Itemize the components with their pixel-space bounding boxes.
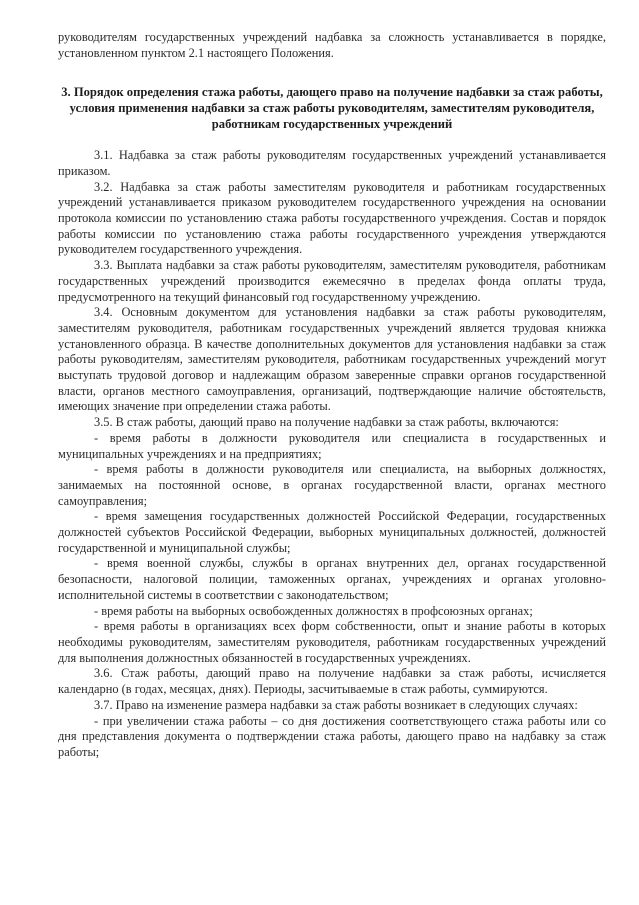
list-item: - время замещения государственных должностей Российской Федерации, государственных должностей субъектов Российской Федерации, выборных муниципальных должностей, должностей государственной и муниципальной службы; bbox=[58, 509, 606, 555]
list-item: - время работы в должности руководителя или специалиста, на выборных должностях, занимаемых на постоянной основе, в органах государственной власти, органах местного самоуправления; bbox=[58, 462, 606, 508]
paragraph-3-2: 3.2. Надбавка за стаж работы заместителям руководителя и работникам государственных учреждений устанавливается приказом руководителем государственного учреждения на основании протокола комиссии по установлению стажа работы государственного учреждения. Состав и порядок работы комиссии по установлению стажа работы государственного учреждения утверждаются руководителем государственного учреждения. bbox=[58, 179, 606, 257]
list-item: - время военной службы, службы в органах внутренних дел, органах государственной безопасности, налоговой полиции, таможенных органах, учреждениях и органах уголовно-исполнительной системы в соответствии с законодательством; bbox=[58, 556, 606, 602]
section-heading: 3. Порядок определения стажа работы, дающего право на получение надбавки за стаж работы, условия применения надбавки за стаж работы руководителям, заместителям руководителя, работникам государственных учреждений bbox=[61, 85, 603, 131]
paragraph-3-5: 3.5. В стаж работы, дающий право на получение надбавки за стаж работы, включаются: bbox=[94, 415, 559, 430]
list-item: - время работы на выборных освобожденных должностях в профсоюзных органах; bbox=[94, 603, 533, 618]
paragraph-3-1: 3.1. Надбавка за стаж работы руководителям государственных учреждений устанавливается приказом. bbox=[58, 148, 606, 178]
list-item: - время работы в должности руководителя или специалиста в государственных и муниципальных учреждениях и на предприятиях; bbox=[58, 430, 606, 461]
paragraph-3-3: 3.3. Выплата надбавки за стаж работы руководителям, заместителям руководителя, работникам государственных учреждений производится ежемесячно в пределах фонда оплаты труда, предусмотренного на текущий финансовый год государственному учреждению. bbox=[58, 258, 606, 304]
paragraph-3-6: 3.6. Стаж работы, дающий право на получение надбавки за стаж работы, исчисляется календарно (в годах, месяцах, днях). Периоды, засчитываемые в стаж работы, суммируются. bbox=[58, 666, 606, 697]
list-item: - при увеличении стажа работы – со дня достижения соответствующего стажа работы или со дня представления документа о подтверждении стажа работы, дающего право на надбавку за стаж работы; bbox=[58, 713, 606, 759]
paragraph-3-4: 3.4. Основным документом для установления надбавки за стаж работы руководителям, заместителям руководителя, работникам государственных учреждений является трудовая книжка установленного образца. В качестве дополнительных документов для установления надбавки за стаж работы руководителям, заместителям руководителя, работникам государственных учреждений могут выступать трудовой договор и надлежащим образом заверенные справки органов государственной власти, органов местного самоуправления, организаций, подтверждающие наличие обстоятельств, имеющих значение при определении стажа работы. bbox=[58, 305, 606, 414]
list-item: - время работы в организациях всех форм собственности, опыт и знание работы в которых необходимы руководителям, заместителям руководителя, работникам государственных учреждений для выполнения должностных обязанностей в государственных учреждениях. bbox=[58, 619, 606, 665]
paragraph-3-7: 3.7. Право на изменение размера надбавки за стаж работы возникает в следующих случаях: bbox=[94, 697, 578, 712]
document-page bbox=[58, 30, 606, 761]
intro-paragraph: руководителям государственных учреждений надбавка за сложность устанавливается в порядке, установленном пунктом 2.1 настоящего Положения. bbox=[58, 30, 606, 60]
